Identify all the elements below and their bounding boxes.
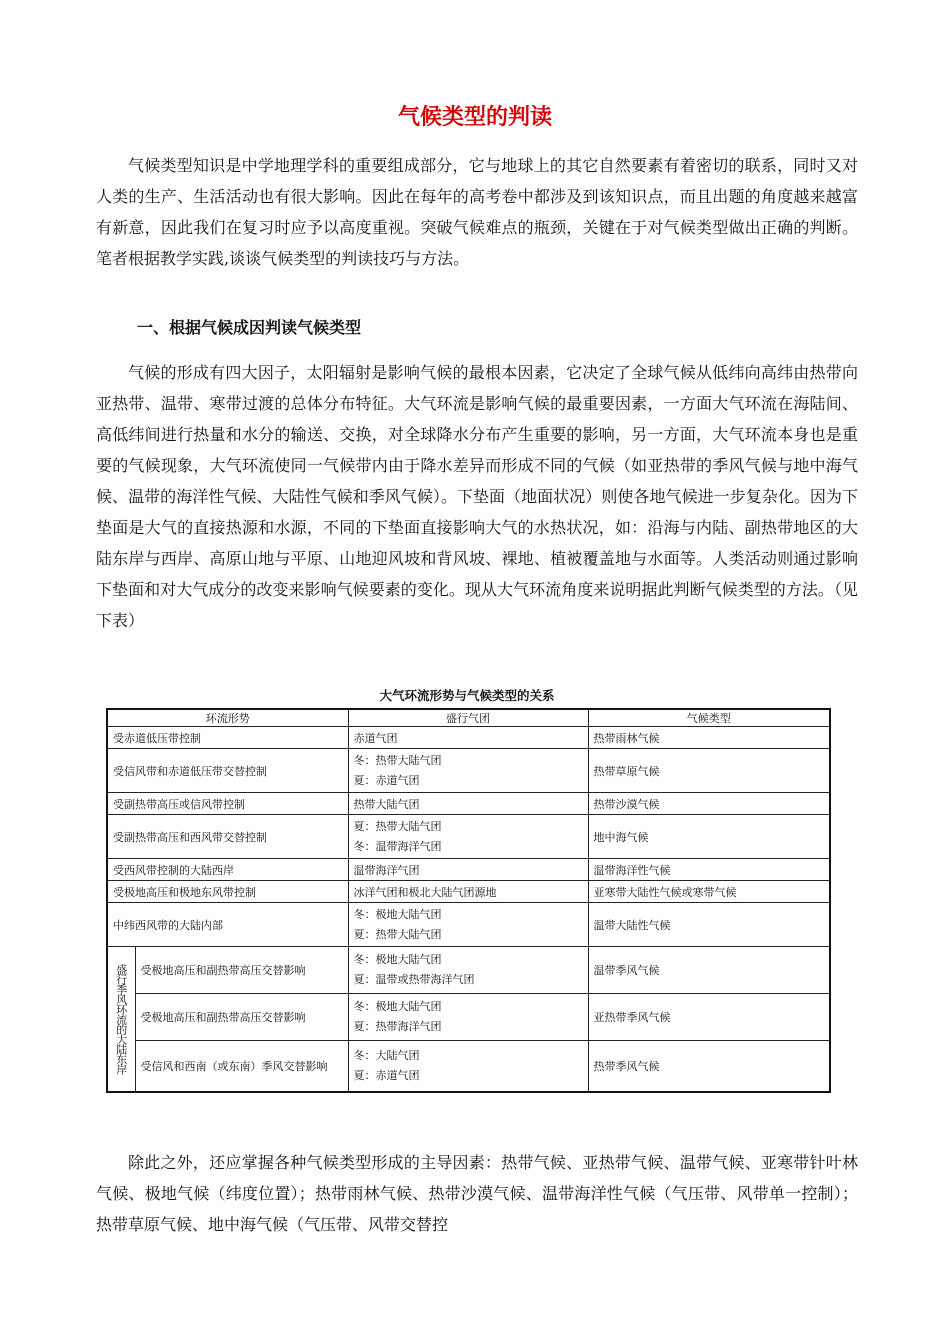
climate-cell: 热带季风气候: [588, 1041, 830, 1092]
table-row: [107, 749, 830, 793]
air-mass-line: 冬：温带海洋气团: [353, 839, 442, 853]
air-mass-line: 夏：温带或热带海洋气团: [353, 973, 475, 986]
climate-cell: 温带大陆性气候: [588, 903, 830, 947]
circulation-cell: 中纬西风带的大陆内部: [107, 903, 348, 947]
air-mass-line: 夏：赤道气团: [353, 773, 420, 787]
air-mass-line: 夏：赤道气团: [353, 1068, 420, 1082]
circulation-cell: 受信风带和赤道低压带交替控制: [107, 749, 348, 793]
intro-paragraph: 气候类型知识是中学地理学科的重要组成部分，它与地球上的其它自然要素有着密切的联系，同时又对人类的生产、生活活动也有很大影响。因此在每年的高考卷中都涉及到该知识点，而且出题的角度越来越富有新意，因此我们在复习时应予以高度重视。突破气候难点的瓶颈，关键在于对气候类型做出正确的判断。笔者根据教学实践,谈谈气候类型的判读技巧与方法。: [96, 156, 858, 268]
climate-cell: 亚热带季风气候: [588, 994, 830, 1041]
air-mass-line: 冬：极地大陆气团: [353, 953, 442, 966]
air-mass-cell: [348, 727, 588, 749]
air-mass-line: 冰洋气团和极北大陆气团源地: [353, 885, 497, 899]
circulation-cell: 受副热带高压和西风带交替控制: [107, 815, 348, 859]
table-row: [107, 1041, 830, 1092]
climate-cell: 亚寒带大陆性气候或寒带气候: [588, 881, 830, 903]
climate-cell: 地中海气候: [588, 815, 830, 859]
air-mass-cell: [348, 1041, 588, 1092]
circulation-cell: 受极地高压和极地东风带控制: [107, 881, 348, 903]
air-mass-cell: [348, 994, 588, 1041]
air-mass-cell: [348, 749, 588, 793]
air-mass-line: 冬：大陆气团: [353, 1048, 420, 1062]
table-row: [107, 947, 830, 994]
header-air-mass: 盛行气团: [348, 709, 588, 727]
climate-cell: 热带沙漠气候: [588, 793, 830, 815]
air-mass-cell: [348, 947, 588, 994]
air-mass-line: 冬：热带大陆气团: [353, 753, 442, 767]
air-mass-line: 冬：极地大陆气团: [353, 1000, 442, 1013]
header-climate-type: 气候类型: [588, 709, 830, 727]
air-mass-line: 温带海洋气团: [353, 863, 420, 877]
table-row: [107, 859, 830, 881]
section-heading: 一、根据气候成因判读气候类型: [137, 318, 362, 337]
climate-cell: 温带季风气候: [588, 947, 830, 994]
header-circulation: 环流形势: [107, 709, 348, 727]
monsoon-group-label: 盛行季风环流的大陆东岸: [107, 947, 135, 1092]
air-mass-line: 热带大陆气团: [353, 797, 420, 811]
climate-cell: 温带海洋性气候: [588, 859, 830, 881]
section-body-paragraph: 气候的形成有四大因子，太阳辐射是影响气候的最根本因素，它决定了全球气候从低纬向高纬由热带向亚热带、温带、寒带过渡的总体分布特征。大气环流是影响气候的最重要因素，一方面大气环流在海陆间、高低纬间进行热量和水分的输送、交换，对全球降水分布产生重要的影响，另一方面，大气环流本身也是重要的气候现象，大气环流使同一气候带内由于降水差异而形成不同的气候（如亚热带的季风气候与地中海气候、温带的海洋性气候、大陆性气候和季风气候）。下垫面（地面状况）则使各地气候进一步复杂化。因为下垫面是大气的直接热源和水源，不同的下垫面直接影响大气的水热状况，如：沿海与内陆、副热带地区的大陆东岸与西岸、高原山地与平原、山地迎风坡和背风坡、裸地、植被覆盖地与水面等。人类活动则通过影响下垫面和对大气成分的改变来影响气候要素的变化。现从大气环流角度来说明据此判断气候类型的方法。（见下表）: [96, 363, 858, 630]
circulation-cell: 受西风带控制的大陆西岸: [107, 859, 348, 881]
air-mass-line: 冬：极地大陆气团: [353, 907, 442, 921]
continuation-paragraph: 除此之外，还应掌握各种气候类型形成的主导因素：热带气候、亚热带气候、温带气候、亚寒带针叶林气候、极地气候（纬度位置）；热带雨林气候、热带沙漠气候、温带海洋性气候（气压带、风带单一控制）；热带草原气候、地中海气候（气压带、风带交替控: [96, 1153, 858, 1234]
circulation-cell: 受极地高压和副热带高压交替影响: [135, 994, 348, 1041]
climate-table: [106, 708, 831, 1093]
air-mass-cell: [348, 903, 588, 947]
air-mass-cell: [348, 793, 588, 815]
table-row: [107, 793, 830, 815]
air-mass-cell: [348, 881, 588, 903]
table-row: [107, 881, 830, 903]
climate-cell: 热带雨林气候: [588, 727, 830, 749]
air-mass-line: 赤道气团: [353, 731, 398, 745]
air-mass-cell: [348, 815, 588, 859]
table-row: [107, 727, 830, 749]
table-row: [107, 903, 830, 947]
air-mass-cell: [348, 859, 588, 881]
circulation-cell: 受极地高压和副热带高压交替影响: [135, 947, 348, 994]
table-row: [107, 994, 830, 1041]
circulation-cell: 受副热带高压或信风带控制: [107, 793, 348, 815]
circulation-cell: 受赤道低压带控制: [107, 727, 348, 749]
table-header-row: [107, 709, 830, 727]
climate-cell: 热带草原气候: [588, 749, 830, 793]
air-mass-line: 夏：热带大陆气团: [353, 819, 442, 833]
air-mass-line: 夏：热带大陆气团: [353, 927, 442, 941]
air-mass-line: 夏：热带海洋气团: [353, 1020, 442, 1033]
circulation-cell: 受信风和西南（或东南）季风交替影响: [135, 1041, 348, 1092]
table-row: [107, 815, 830, 859]
table-caption: 大气环流形势与气候类型的关系: [379, 688, 555, 703]
document-title: 气候类型的判读: [397, 105, 552, 130]
